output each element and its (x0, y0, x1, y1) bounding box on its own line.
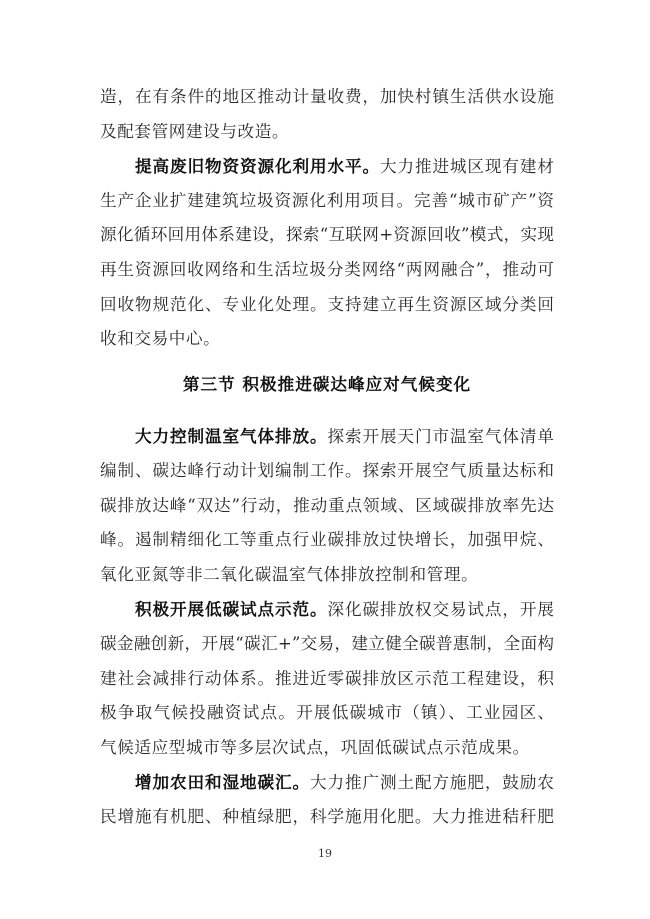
line-text: 气候适应型城市等多层次试点，巩固低碳试点示范成果。 (100, 737, 530, 757)
text-line (100, 218, 554, 253)
line-text: 编制、碳达峰行动计划编制工作。探索开展空气质量达标和 (100, 460, 554, 480)
line-text: 大力推进城区现有建材 (379, 157, 555, 177)
line-text: 收和交易中心。 (100, 329, 221, 349)
text-line (100, 489, 554, 524)
line-text: 碳排放达峰“双达”行动，推动重点领域、区域碳排放率先达 (100, 495, 554, 515)
document-body (100, 80, 554, 834)
paragraph-lead: 积极开展低碳试点示范。 (135, 599, 328, 620)
line-text: 民增施有机肥、种植绿肥，科学施用化肥。大力推进秸秆肥 (100, 806, 554, 826)
paragraph (100, 80, 554, 149)
line-text: 源化循环回用体系建设，探索“互联网+资源回收”模式，实现 (100, 225, 554, 245)
line-text: 建社会减排行动体系。推进近零碳排放区示范工程建设，积 (100, 668, 554, 688)
text-line (100, 662, 554, 697)
paragraph-lead: 大力控制温室气体排放。 (135, 426, 328, 447)
line-text: 大力推广测土配方施肥，鼓励农 (309, 773, 555, 793)
line-text: 碳金融创新，开展“碳汇+”交易，建立健全碳普惠制，全面构 (100, 633, 554, 653)
text-line (100, 288, 554, 323)
text-line (100, 523, 554, 558)
line-text: 回收物规范化、专业化处理。支持建立再生资源区域分类回 (100, 294, 554, 314)
line-text: 峰。遏制精细化工等重点行业碳排放过快增长，加强甲烷、 (100, 530, 554, 550)
text-line (100, 696, 554, 731)
text-line (100, 558, 554, 593)
text-line (100, 419, 554, 454)
line-text: 造，在有条件的地区推动计量收费，加快村镇生活供水设施 (100, 87, 554, 106)
paragraph-lead: 增加农田和湿地碳汇。 (135, 772, 310, 793)
text-line (100, 800, 554, 835)
line-text: 再生资源回收网络和生活垃圾分类网络“两网融合”，推动可 (100, 259, 554, 279)
line-text: 深化碳排放权交易试点，开展 (327, 600, 555, 620)
paragraph-lead: 提高废旧物资资源化利用水平。 (135, 156, 380, 177)
text-line (100, 592, 554, 627)
line-text: 氧化亚氮等非二氧化碳温室气体排放控制和管理。 (100, 564, 479, 584)
text-line (100, 731, 554, 766)
text-line (100, 184, 554, 219)
page-number: 19 (318, 847, 332, 860)
paragraph (100, 592, 554, 765)
line-text: 探索开展天门市温室气体清单 (327, 427, 555, 447)
text-line (100, 80, 554, 115)
paragraph (100, 765, 554, 834)
paragraph (100, 419, 554, 592)
text-line (100, 454, 554, 489)
line-text: 极争取气候投融资试点。开展低碳城市（镇）、工业园区、 (100, 703, 554, 723)
section-heading: 第三节 积极推进碳达峰应对气候变化 (182, 373, 472, 394)
text-line (100, 765, 554, 800)
text-line (100, 322, 554, 357)
text-line (100, 149, 554, 184)
paragraph (100, 149, 554, 357)
text-line (100, 627, 554, 662)
line-text: 及配套管网建设与改造。 (100, 121, 290, 141)
text-line (100, 253, 554, 288)
text-line (100, 115, 554, 150)
line-text: 生产企业扩建建筑垃圾资源化利用项目。完善“城市矿产”资 (100, 190, 554, 210)
